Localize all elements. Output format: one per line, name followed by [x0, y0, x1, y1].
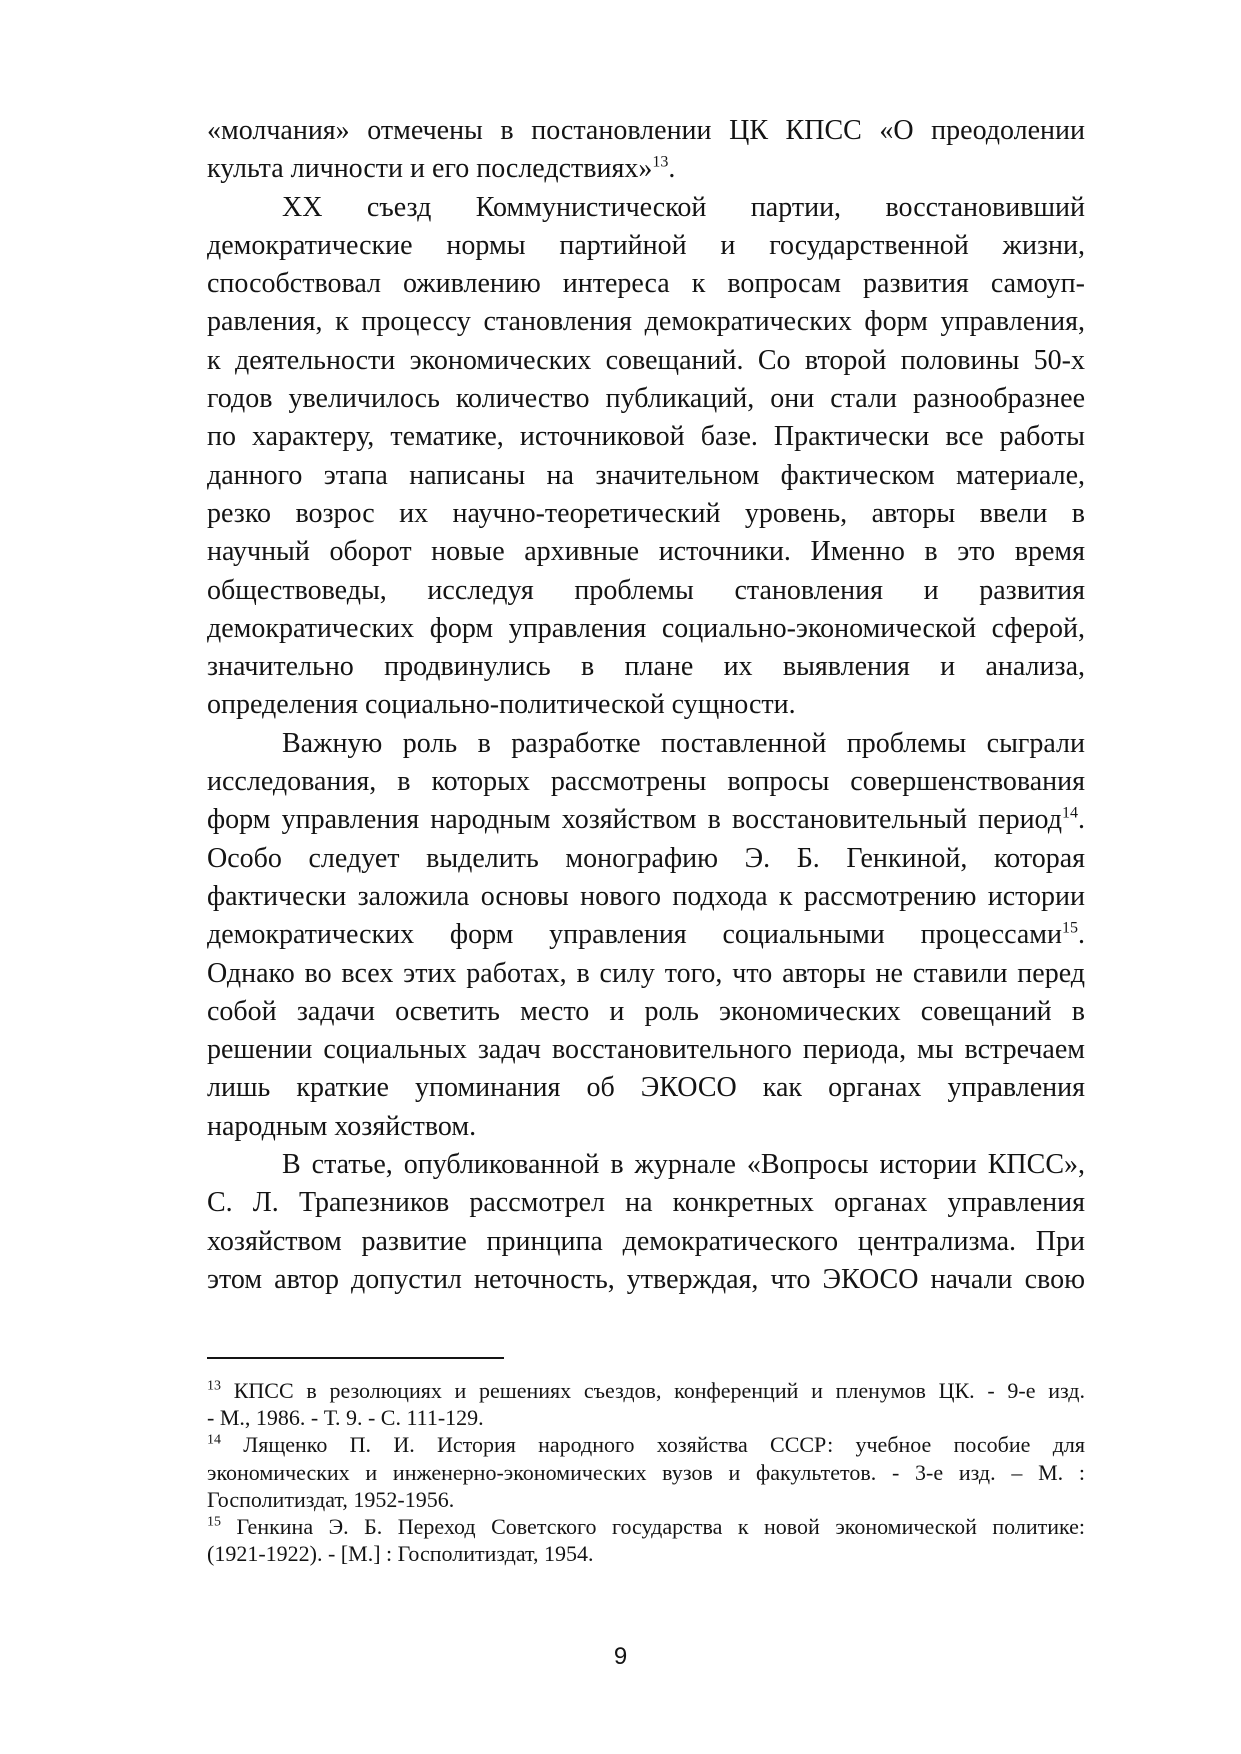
body-line: «молчания» отмечены в постановлении ЦК КПСС «О преодолении	[207, 115, 1085, 146]
body-line: обществоведы, исследуя проблемы становления и развития	[207, 574, 1085, 606]
footnote-14: $^{14}$ Лященко П. И. История народного хозяйства СССР: учебное пособие для	[207, 1432, 1085, 1458]
footnote-ref-13[interactable]: 13	[652, 153, 669, 171]
body-line: народным хозяйством.	[207, 1110, 477, 1142]
body-text	[207, 112, 1085, 1299]
body-line: культа личности и его последствиях»$^{13}$.	[207, 153, 676, 185]
paragraph-start: Важную роль в разработке поставленной проблемы сыграли	[282, 727, 1085, 759]
paragraph-start: XX съезд Коммунистической партии, восстановивший	[282, 191, 1085, 223]
body-line: годов увеличилось количество публикаций, они стали разнообразнее	[207, 383, 1085, 415]
body-line: демократические нормы партийной и государственной жизни,	[207, 229, 1085, 261]
body-line: собой задачи осветить место и роль экономических совещаний в	[207, 995, 1085, 1027]
body-line: этом автор допустил неточность, утверждая, что ЭКОСО начали свою	[207, 1263, 1085, 1295]
page-number: 9	[613, 1643, 628, 1670]
footnote-13: $^{13}$ КПСС в резолюциях и решениях съездов, конференций и пленумов ЦК. - 9-е изд.	[207, 1378, 1085, 1403]
body-line: лишь краткие упоминания об ЭКОСО как органах управления	[207, 1072, 1085, 1104]
body-line: хозяйством развитие принципа демократического централизма. При	[207, 1225, 1085, 1257]
body-line: Однако во всех этих работах, в силу того, что авторы не ставили перед	[207, 957, 1085, 989]
body-line: демократических форм управления социально-экономической сферой,	[207, 612, 1085, 644]
footnotes	[207, 1377, 1085, 1567]
footnote-line: Госполитиздат, 1952-1956.	[207, 1486, 455, 1512]
body-line: равления, к процессу становления демократических форм управления,	[207, 306, 1085, 338]
body-line: по характеру, тематике, источниковой базе. Практически все работы	[207, 421, 1085, 453]
body-line: решении социальных задач восстановительного периода, мы встречаем	[207, 1034, 1085, 1066]
footnote-ref-14[interactable]: 14	[1062, 805, 1078, 823]
body-line: способствовал оживлению интереса к вопросам развития самоуп-	[207, 268, 1085, 300]
body-line: научный оборот новые архивные источники. Именно в это время	[207, 536, 1085, 568]
footnote-number: 15	[207, 1514, 221, 1530]
body-line: к деятельности экономических совещаний. Со второй половины 50-х	[207, 344, 1085, 376]
footnote-line: - М., 1986. - Т. 9. - С. 111-129.	[207, 1405, 484, 1431]
footnote-line: (1921-1922). - [М.] : Госполитиздат, 1954.	[207, 1541, 594, 1567]
body-line: резко возрос их научно-теоретический уровень, авторы ввели в	[207, 497, 1085, 529]
footnote-separator	[207, 1357, 504, 1359]
paragraph-start: В статье, опубликованной в журнале «Вопросы истории КПСС»,	[282, 1149, 1085, 1181]
footnote-number: 13	[207, 1378, 221, 1394]
body-line: определения социально-политической сущности.	[207, 689, 796, 721]
footnote-number: 14	[207, 1433, 221, 1449]
body-line: исследования, в которых рассмотрены вопросы совершенствования	[207, 766, 1085, 798]
body-line: Особо следует выделить монографию Э. Б. Генкиной, которая	[207, 842, 1085, 874]
body-line: фактически заложила основы нового подхода к рассмотрению истории	[207, 880, 1085, 912]
footnote-15: $^{15}$ Генкина Э. Б. Переход Советского государства к новой экономической политике:	[207, 1513, 1086, 1539]
body-line: форм управления народным хозяйством в восстановительный период$^{14}$.	[207, 804, 1085, 836]
footnote-line: экономических и инженерно-экономических вузов и факультетов. - 3-е изд. – М. :	[207, 1459, 1085, 1485]
body-line: демократических форм управления социальными процессами$^{15}$.	[207, 919, 1085, 951]
footnote-ref-15[interactable]: 15	[1062, 919, 1078, 937]
body-line: С. Л. Трапезников рассмотрел на конкретных органах управления	[207, 1187, 1085, 1219]
body-line: данного этапа написаны на значительном фактическом материале,	[207, 459, 1085, 491]
body-line: значительно продвинулись в плане их выявления и анализа,	[207, 651, 1085, 683]
